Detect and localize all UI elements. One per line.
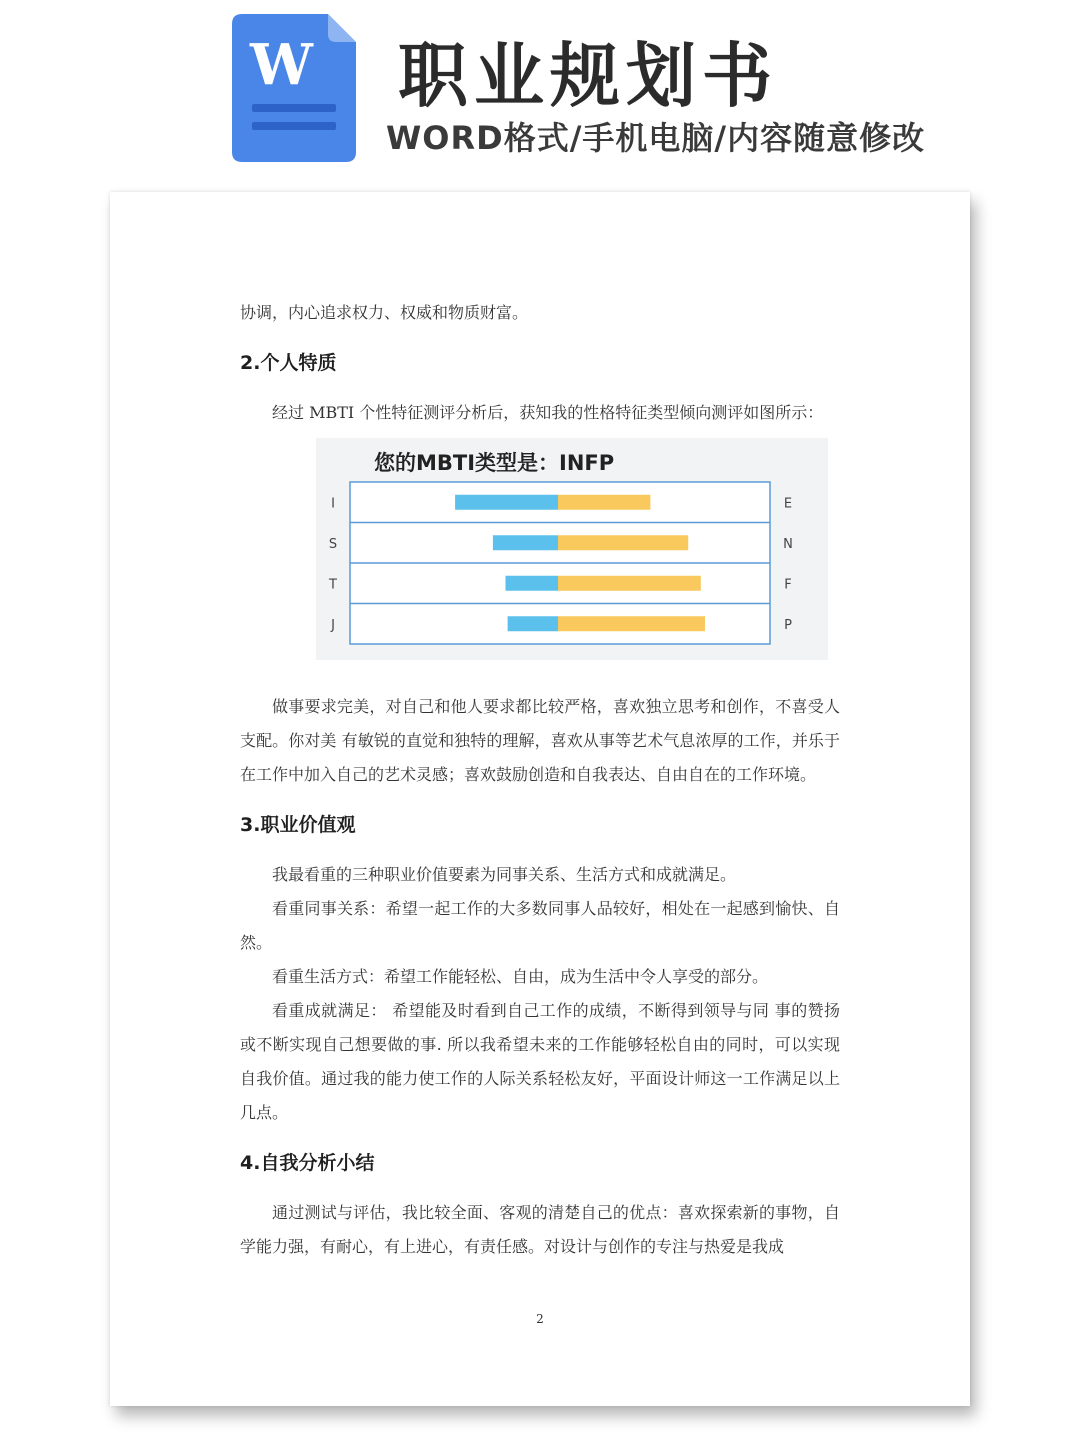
mbti-chart-title: 您的MBTI类型是：INFP (374, 451, 615, 475)
mbti-left-label: J (331, 617, 335, 633)
mbti-bar-left (493, 535, 558, 550)
mbti-bar-right (558, 576, 701, 591)
intro-line: 协调，内心追求权力、权威和物质财富。 (240, 303, 529, 322)
page-subtitle: WORD格式/手机电脑/内容随意修改 (386, 119, 926, 157)
word-document-icon (232, 14, 356, 162)
mbti-bar-left (506, 576, 559, 591)
mbti-bar-left (455, 495, 558, 510)
page-number: 2 (536, 1312, 544, 1326)
mbti-left-label: T (329, 577, 337, 593)
values-paragraph-2: 看重同事关系：希望一起工作的大多数同事人品较好，相处在一起感到愉快、自然。 (240, 899, 840, 952)
mbti-right-label: F (784, 577, 792, 593)
values-paragraph-3: 看重生活方式：希望工作能轻松、自由，成为生活中令人享受的部分。 (272, 967, 769, 986)
section-heading-values: 3.职业价值观 (240, 814, 356, 836)
mbti-right-label: P (784, 617, 792, 633)
mbti-bar-right (558, 495, 650, 510)
mbti-bar-right (558, 616, 705, 631)
mbti-left-label: I (331, 496, 335, 512)
mbti-left-label: S (328, 536, 338, 552)
mbti-chart (316, 438, 828, 660)
mbti-right-label: E (783, 496, 793, 512)
document-page (110, 192, 970, 1406)
section-heading-traits: 2.个人特质 (240, 352, 337, 374)
section-heading-summary: 4.自我分析小结 (240, 1152, 375, 1174)
word-icon-letter: W (250, 32, 313, 98)
mbti-bar-right (558, 535, 688, 550)
summary-paragraph: 通过测试与评估，我比较全面、客观的清楚自己的优点：喜欢探索新的事物，自学能力强，有耐心，有上进心，有责任感。对设计与创作的专注与热爱是我成 (240, 1203, 840, 1256)
values-paragraph-1: 我最看重的三种职业价值要素为同事关系、生活方式和成就满足。 (272, 865, 737, 884)
traits-intro: 经过 MBTI 个性特征测评分析后，获知我的性格特征类型倾向测评如图所示： (272, 403, 824, 422)
document-content (240, 296, 840, 1264)
traits-description: 做事要求完美，对自己和他人要求都比较严格，喜欢独立思考和创作，不喜受人支配。你对美 有敏锐的直觉和独特的理解，喜欢从事等艺术气息浓厚的工作，并乐于在工作中加入自己的艺术灵感；喜欢鼓励创造和自我表达、自由自在的工作环境。 (240, 697, 840, 784)
mbti-right-label: N (783, 536, 793, 552)
mbti-bar-left (508, 616, 558, 631)
page-title: 职业规划书 (398, 35, 778, 117)
values-paragraph-4: 看重成就满足： 希望能及时看到自己工作的成绩，不断得到领导与同 事的赞扬或不断实现自己想要做的事. 所以我希望未来的工作能够轻松自由的同时，可以实现自我价值。通过我的能力使工作的人际关系轻松友好，平面设计师这一工作满足以上几点。 (240, 1001, 840, 1122)
